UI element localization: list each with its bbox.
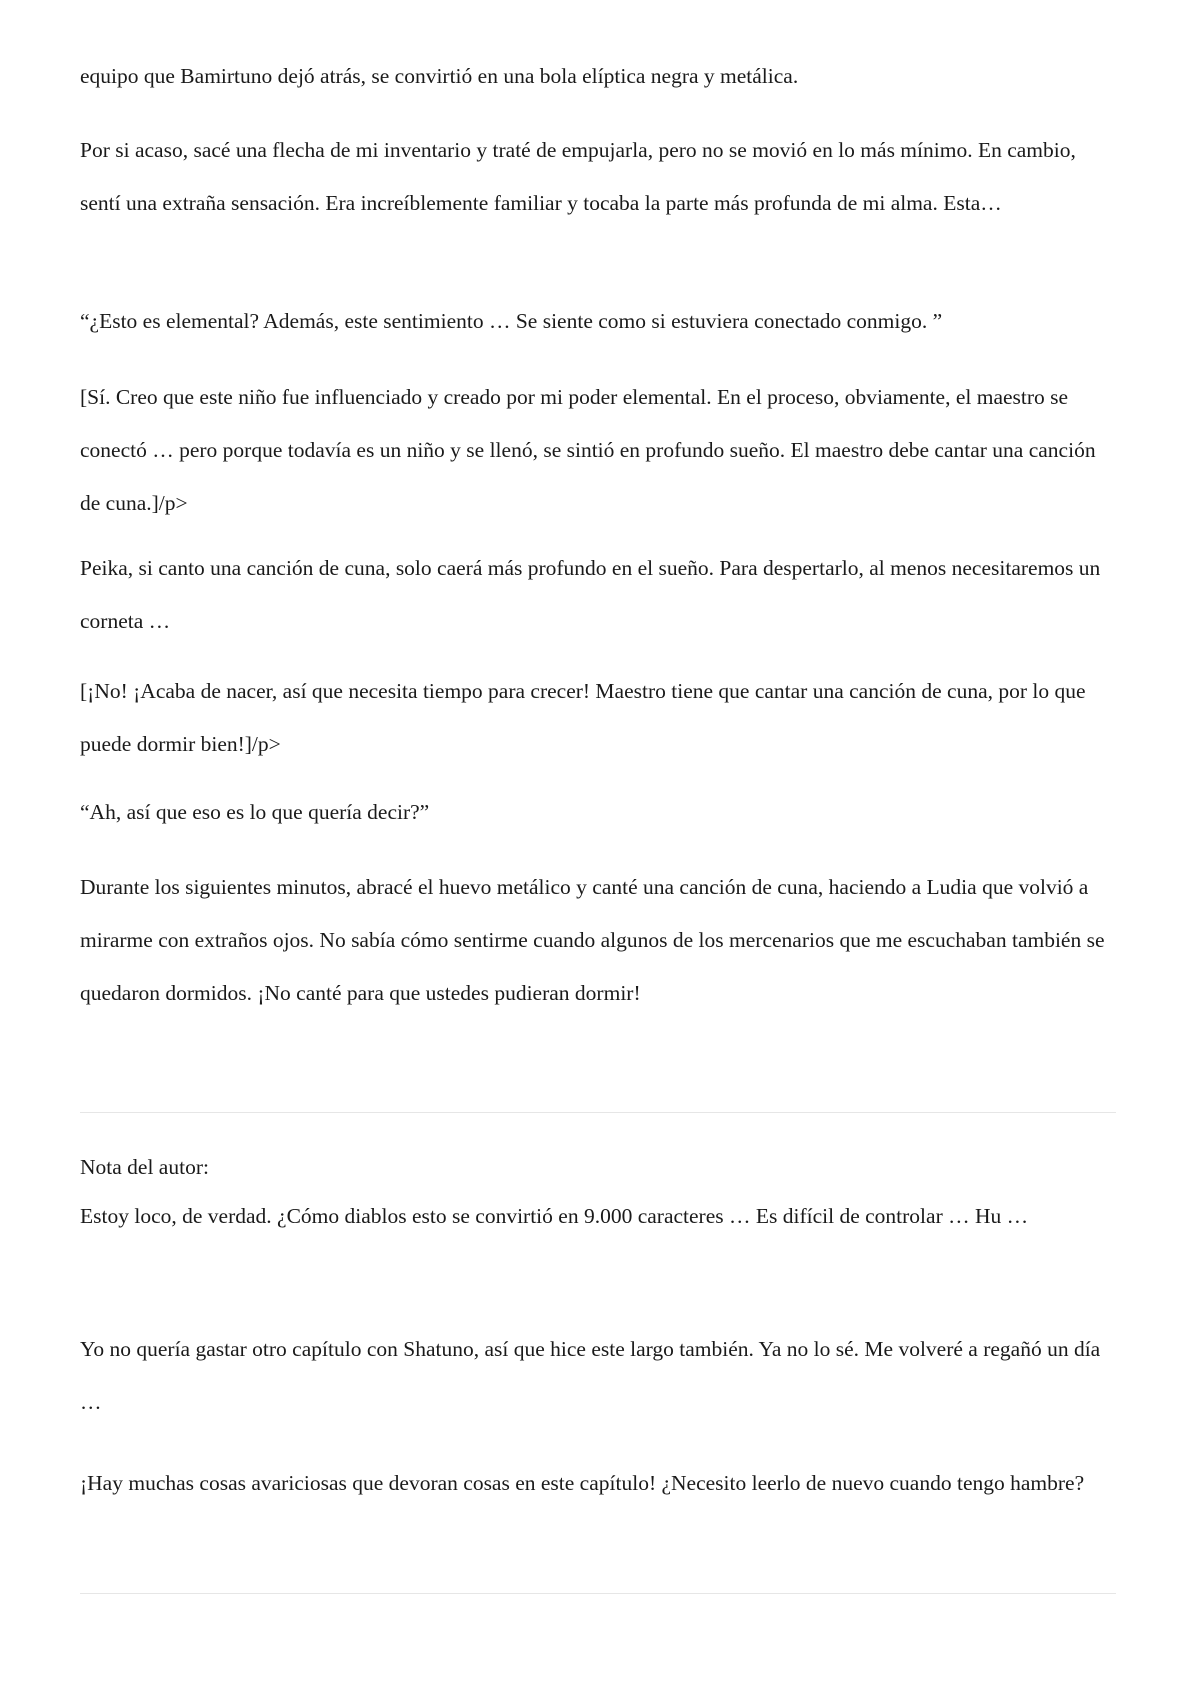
section-divider — [80, 1112, 1116, 1113]
paragraph: [Sí. Creo que este niño fue influenciado y creado por mi poder elemental. En el proceso, obviamente, el maestro se conectó … pero porque todavía es un niño y se llenó, se sintió en profundo sueño. El maestro debe cantar una canción de cuna.]/p> — [80, 385, 1096, 515]
author-note-paragraph: Yo no quería gastar otro capítulo con Shatuno, así que hice este largo también. Ya no lo sé. Me volveré a regañó un día … — [80, 1337, 1101, 1414]
paragraph: Durante los siguientes minutos, abracé el huevo metálico y canté una canción de cuna, haciendo a Ludia que volvió a mirarme con extraños ojos. No sabía cómo sentirme cuando algunos de los mercenarios que me escuchaban también se quedaron dormidos. ¡No canté para que ustedes pudieran dormir! — [80, 875, 1105, 1005]
section-divider — [80, 1593, 1116, 1594]
paragraph: “Ah, así que eso es lo que quería decir?” — [80, 800, 430, 824]
paragraph: “¿Esto es elemental? Además, este sentimiento … Se siente como si estuviera conectado conmigo. ” — [80, 309, 943, 333]
paragraph: [¡No! ¡Acaba de nacer, así que necesita tiempo para crecer! Maestro tiene que cantar una canción de cuna, por lo que puede dormir bien!]/p> — [80, 679, 1086, 756]
paragraph: Peika, si canto una canción de cuna, solo caerá más profundo en el sueño. Para despertarlo, al menos necesitaremos un corneta … — [80, 556, 1101, 633]
paragraph: Por si acaso, sacé una flecha de mi inventario y traté de empujarla, pero no se movió en lo más mínimo. En cambio, sentí una extraña sensación. Era increíblemente familiar y tocaba la parte más profunda de mi alma. Esta… — [80, 138, 1076, 215]
author-note-paragraph: Estoy loco, de verdad. ¿Cómo diablos esto se convirtió en 9.000 caracteres … Es difícil de controlar … Hu … — [80, 1204, 1029, 1228]
author-note-paragraph: ¡Hay muchas cosas avariciosas que devoran cosas en este capítulo! ¿Necesito leerlo de nuevo cuando tengo hambre? — [80, 1471, 1085, 1495]
paragraph: equipo que Bamirtuno dejó atrás, se convirtió en una bola elíptica negra y metálica. — [80, 64, 799, 88]
author-note-heading: Nota del autor: — [80, 1155, 209, 1179]
